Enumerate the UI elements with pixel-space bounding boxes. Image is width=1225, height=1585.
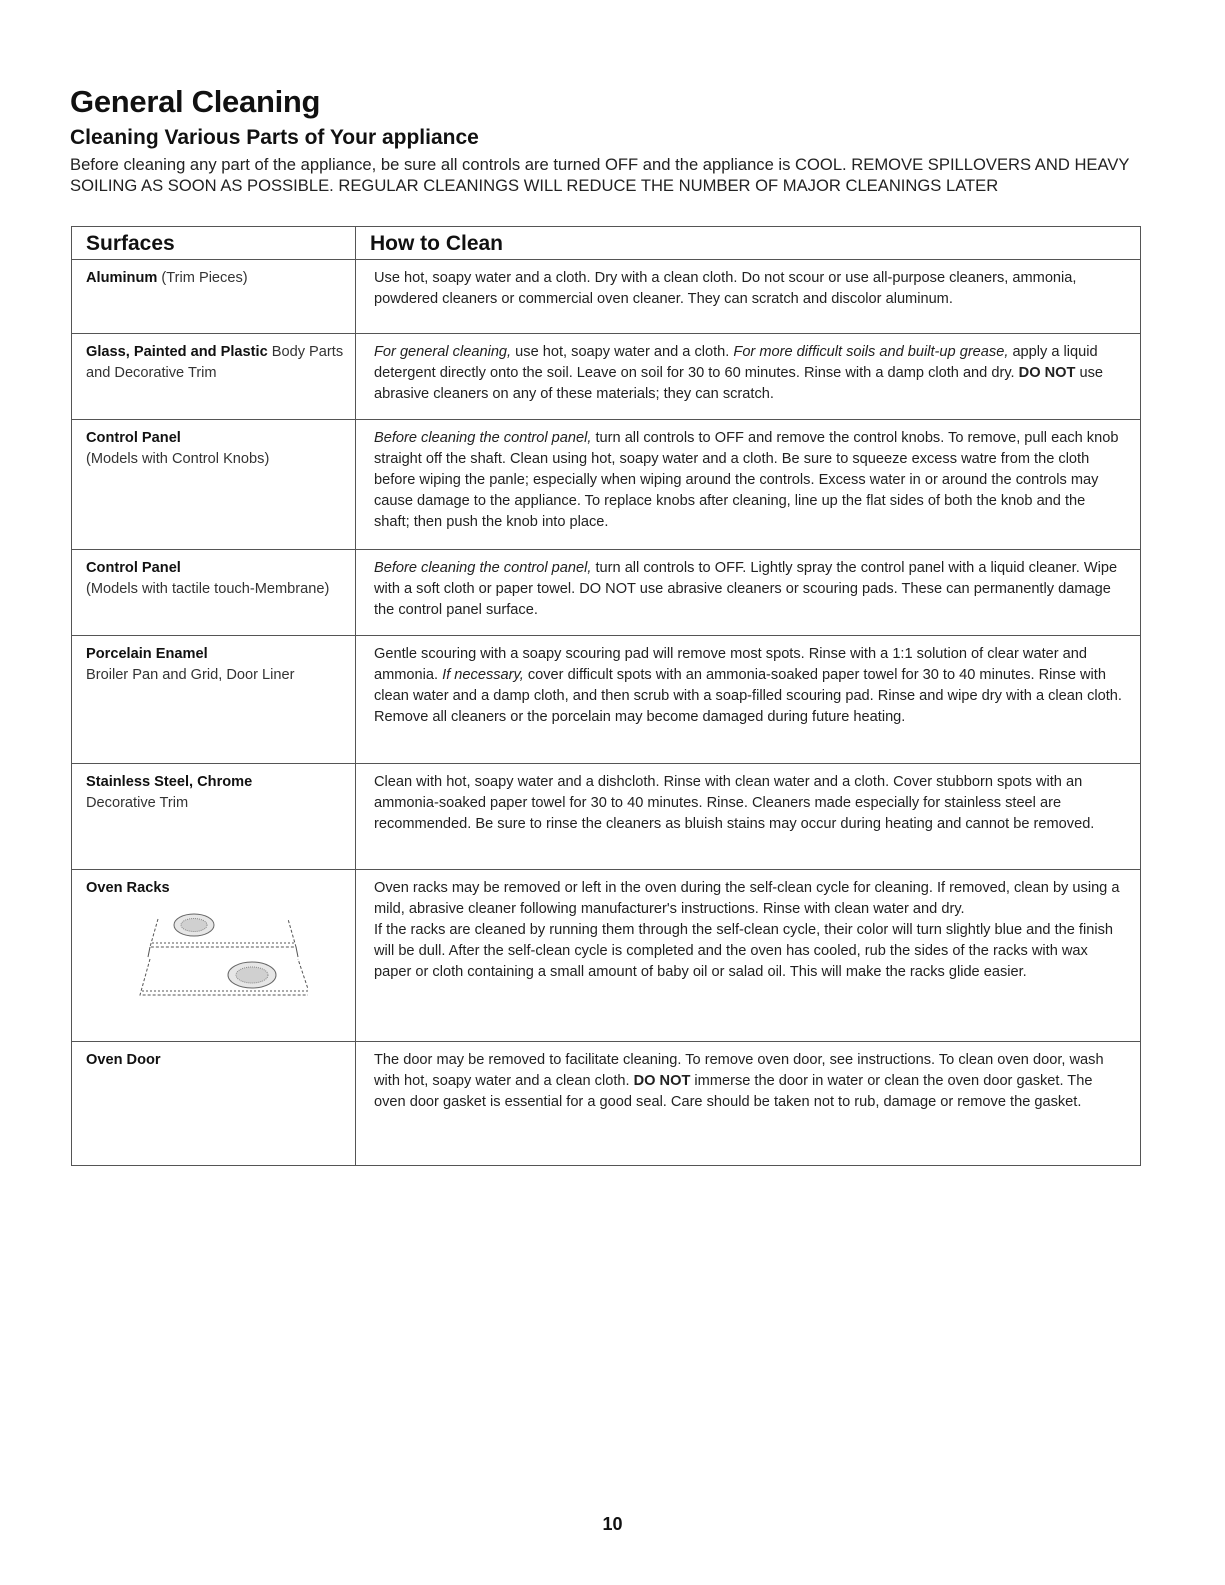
surface-name: Control Panel	[86, 560, 181, 576]
table-row	[72, 764, 1141, 870]
surface-description: (Models with tactile touch-Membrane)	[86, 581, 330, 597]
instruction-text: Gentle scouring with a soapy scouring pad will remove most spots. Rinse with a 1:1 solution of clear water and ammonia.	[374, 646, 1088, 683]
surface-name: Glass, Painted and Plastic	[86, 344, 268, 360]
page-number: 10	[602, 1514, 623, 1534]
surface-name: Aluminum	[86, 270, 158, 286]
instruction-text: use abrasive cleaners on any of these materials; they can scratch.	[374, 365, 1104, 402]
cleaning-table	[71, 226, 1141, 1166]
table-row	[72, 636, 1141, 764]
instruction-text: apply a liquid detergent directly onto the soil. Leave on soil for 30 to 60 minutes. Rinse with a damp cloth and dry.	[374, 344, 1098, 381]
surface-cell	[72, 260, 356, 334]
surface-cell	[72, 420, 356, 550]
surface-cell	[72, 334, 356, 420]
table-row	[72, 334, 1141, 420]
italic-text: Before cleaning the control panel,	[374, 430, 592, 446]
how-to-clean-header: How to Clean	[356, 227, 1141, 260]
surface-cell	[72, 550, 356, 636]
instruction-text: Clean with hot, soapy water and a dishcloth. Rinse with clean water and a cloth. Cover stubborn spots with an ammonia-soaked paper towel for 30 to 40 minutes. Rinse. Cleaners made especially for stainless steel are recommended. Be sure to rinse the cleaners as bluish stains may occur during heating and cannot be removed.	[374, 774, 1095, 832]
section-title: Cleaning Various Parts of Your appliance	[70, 126, 479, 149]
how-to-clean-cell	[356, 870, 1141, 1042]
surface-name: Stainless Steel, Chrome	[86, 774, 253, 790]
how-to-clean-cell	[356, 636, 1141, 764]
italic-text: For more difficult soils and built-up grease,	[733, 344, 1009, 360]
instruction-text: turn all controls to OFF and remove the control knobs. To remove, pull each knob straight off the shaft. Clean using hot, soapy water and a cloth. Be sure to squeeze excess watre from the cloth before wiping the panle; especially when wiping around the controls. Excess water in or around the controls may cause damage to the appliance. To replace knobs after cleaning, line up the flat sides of both the knob and the shaft; then push the knob into place.	[374, 430, 1119, 530]
surface-name: Oven Door	[86, 1052, 161, 1068]
how-to-clean-cell	[356, 550, 1141, 636]
table-row	[72, 1042, 1141, 1166]
how-to-clean-cell	[356, 334, 1141, 420]
table-row	[72, 260, 1141, 334]
surface-cell	[72, 870, 356, 1042]
how-to-clean-cell	[356, 1042, 1141, 1166]
surface-description: (Models with Control Knobs)	[86, 451, 270, 467]
surfaces-header: Surfaces	[72, 227, 356, 260]
surface-description: (Trim Pieces)	[157, 270, 248, 286]
surface-description: Decorative Trim	[86, 795, 189, 811]
table-row	[72, 870, 1141, 1042]
surface-name: Porcelain Enamel	[86, 646, 208, 662]
italic-text: If necessary,	[442, 667, 524, 683]
surface-description: Broiler Pan and Grid, Door Liner	[86, 667, 295, 683]
surface-cell	[72, 1042, 356, 1166]
surface-name: Control Panel	[86, 430, 181, 446]
italic-text: For general cleaning,	[374, 344, 512, 360]
instruction-text: Use hot, soapy water and a cloth. Dry with a clean cloth. Do not scour or use all-purpose cleaners, ammonia, powdered cleaners or commercial oven cleaner. They can scratch and discolor aluminum.	[374, 270, 1077, 307]
surface-cell	[72, 636, 356, 764]
table-row	[72, 420, 1141, 550]
surface-cell	[72, 764, 356, 870]
table-body	[72, 260, 1141, 1166]
how-to-clean-cell	[356, 260, 1141, 334]
instruction-text: immerse the door in water or clean the oven door gasket. The oven door gasket is essential for a good seal. Care should be taken not to rub, damage or remove the gasket.	[374, 1073, 1093, 1110]
surface-description: Body Parts and Decorative Trim	[86, 344, 344, 381]
oven-racks-illustration	[128, 907, 308, 1007]
page-title: General Cleaning	[70, 84, 321, 119]
instruction-text: cover difficult spots with an ammonia-soaked paper towel for 30 to 40 minutes. Rinse with clean water and a damp cloth, and then scrub with a soap-filled scouring pad. Rinse and wipe dry with a clean cloth. Remove all cleaners or the porcelain may become damaged during future heating.	[374, 667, 1122, 725]
table-row	[72, 550, 1141, 636]
instruction-text: turn all controls to OFF. Lightly spray the control panel with a liquid cleaner. Wipe with a soft cloth or paper towel. DO NOT use abrasive cleaners or scouring pads. These can permanently damage the control panel surface.	[374, 560, 1118, 618]
instruction-text: The door may be removed to facilitate cleaning. To remove oven door, see instructions. To clean oven door, wash with hot, soapy water and a clean cloth.	[374, 1052, 1104, 1089]
instruction-text: use hot, soapy water and a cloth.	[511, 344, 734, 360]
intro-paragraph: Before cleaning any part of the appliance, be sure all controls are turned OFF and the appliance is COOL. REMOVE SPILLOVERS AND HEAVY SOILING AS SOON AS POSSIBLE. REGULAR CLEANINGS WILL REDUCE THE NUMBER OF MAJOR CLEANINGS LATER	[70, 155, 1130, 195]
italic-text: Before cleaning the control panel,	[374, 560, 592, 576]
instruction-text: If the racks are cleaned by running them through the self-clean cycle, their color will turn slightly blue and the finish will be dull. After the self-clean cycle is completed and the oven has cooled, rub the sides of the racks with wax paper or cloth containing a small amount of baby oil or salad oil. This will make the racks glide easier.	[374, 922, 1113, 980]
surface-name: Oven Racks	[86, 880, 170, 896]
table-header-row	[72, 227, 1141, 260]
how-to-clean-cell	[356, 420, 1141, 550]
how-to-clean-cell	[356, 764, 1141, 870]
emphasis-text: DO NOT	[633, 1073, 691, 1089]
instruction-text: Oven racks may be removed or left in the oven during the self-clean cycle for cleaning. If removed, clean by using a mild, abrasive cleaner following manufacturer's instructions. Rinse with clean water and dry.	[374, 880, 1120, 917]
emphasis-text: DO NOT	[1018, 365, 1076, 381]
